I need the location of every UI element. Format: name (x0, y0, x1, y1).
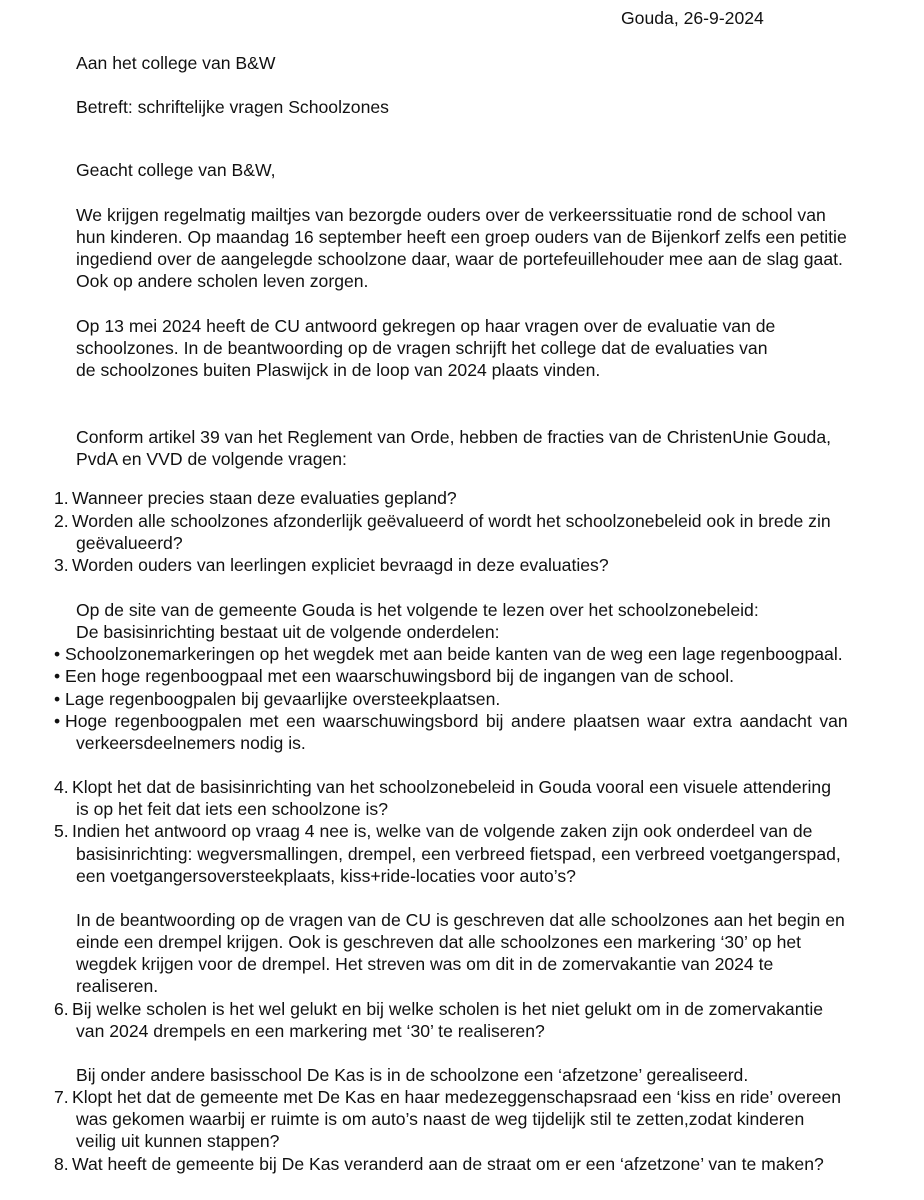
subject-line: Betreft: schriftelijke vragen Schoolzones (76, 97, 389, 117)
question-text: Bij welke scholen is het wel gelukt en bij welke scholen is het niet gelukt om in de zomervakantie (72, 999, 824, 1019)
bullet-symbol: • (54, 666, 61, 686)
question-number: 1. (54, 488, 69, 508)
question-text: Klopt het dat de basisinrichting van het schoolzonebeleid in Gouda vooral een visuele attendering (72, 777, 831, 797)
text-line: hun kinderen. Op maandag 16 september heeft een groep ouders van de Bijenkorf zelfs een petitie (76, 227, 847, 247)
question-text: Wanneer precies staan deze evaluaties gepland? (72, 488, 457, 508)
question-text: was gekomen waarbij er ruimte is om auto’s naast de weg tijdelijk stil te zetten,zodat kinderen (76, 1109, 805, 1129)
question-text: geëvalueerd? (76, 533, 183, 553)
question-number: 5. (54, 821, 69, 841)
text-line: schoolzones. In de beantwoording op de vragen schrijft het college dat de evaluaties van (76, 338, 768, 358)
text-line: wegdek krijgen voor de drempel. Het streven was om dit in de zomervakantie van 2024 te (76, 954, 774, 974)
question-number: 4. (54, 777, 69, 797)
text-line: Op de site van de gemeente Gouda is het volgende te lezen over het schoolzonebeleid: (76, 600, 759, 620)
bullet-text: Hoge regenboogpalen met een waarschuwingsbord bij andere plaatsen waar extra aandacht van (65, 711, 848, 731)
addressee: Aan het college van B&W (76, 53, 276, 73)
bullet-symbol: • (54, 689, 61, 709)
bullet-symbol: • (54, 711, 61, 731)
question-text: Worden ouders van leerlingen expliciet bevraagd in deze evaluaties? (72, 555, 609, 575)
text-line: Ook op andere scholen leven zorgen. (76, 271, 369, 291)
question-text: basisinrichting: wegversmallingen, drempel, een verbreed fietspad, een verbreed voetgangerspad, (76, 844, 841, 864)
bullet-text: Lage regenboogpalen bij gevaarlijke oversteekplaatsen. (65, 689, 501, 709)
bullet-text: verkeersdeelnemers nodig is. (76, 733, 306, 753)
text-line: einde een drempel krijgen. Ook is geschreven dat alle schoolzones een markering ‘30’ op het (76, 932, 802, 952)
question-text: veilig uit kunnen stappen? (76, 1131, 280, 1151)
text-line: In de beantwoording op de vragen van de CU is geschreven dat alle schoolzones aan het begin en (76, 910, 845, 930)
text-line: PvdA en VVD de volgende vragen: (76, 449, 347, 469)
question-text: Indien het antwoord op vraag 4 nee is, welke van de volgende zaken zijn ook onderdeel van de (72, 821, 813, 841)
question-number: 3. (54, 555, 69, 575)
question-text: is op het feit dat iets een schoolzone is? (76, 799, 388, 819)
text-line: Conform artikel 39 van het Reglement van Orde, hebben de fracties van de ChristenUnie Gouda, (76, 427, 832, 447)
text-line: De basisinrichting bestaat uit de volgende onderdelen: (76, 622, 500, 642)
text-line: ingediend over de aangelegde schoolzone daar, waar de portefeuillehouder mee aan de slag gaat. (76, 249, 843, 269)
text-line: realiseren. (76, 976, 159, 996)
question-text: Klopt het dat de gemeente met De Kas en haar medezeggenschapsraad een ‘kiss en ride’ overeen (72, 1087, 842, 1107)
bullet-text: Schoolzonemarkeringen op het wegdek met aan beide kanten van de weg een lage regenboogpaal. (65, 644, 843, 664)
question-number: 8. (54, 1154, 69, 1174)
question-number: 7. (54, 1087, 69, 1107)
bullet-text: Een hoge regenboogpaal met een waarschuwingsbord bij de ingangen van de school. (65, 666, 735, 686)
place-date: Gouda, 26-9-2024 (621, 8, 764, 28)
question-text: Worden alle schoolzones afzonderlijk geëvalueerd of wordt het schoolzonebeleid ook in brede zin (72, 511, 831, 531)
text-line: We krijgen regelmatig mailtjes van bezorgde ouders over de verkeerssituatie rond de school van (76, 205, 826, 225)
text-line: Op 13 mei 2024 heeft de CU antwoord gekregen op haar vragen over de evaluatie van de (76, 316, 776, 336)
question-number: 2. (54, 511, 69, 531)
question-text: een voetgangersoversteekplaats, kiss+ride-locaties voor auto’s? (76, 866, 576, 886)
salutation: Geacht college van B&W, (76, 160, 276, 180)
text-line: de schoolzones buiten Plaswijck in de loop van 2024 plaats vinden. (76, 360, 601, 380)
question-text: Wat heeft de gemeente bij De Kas veranderd aan de straat om er een ‘afzetzone’ van te maken? (72, 1154, 824, 1174)
question-text: van 2024 drempels en een markering met ‘30’ te realiseren? (76, 1021, 545, 1041)
paragraph-afzetzone: Bij onder andere basisschool De Kas is in de schoolzone een ‘afzetzone’ gerealiseerd. (76, 1065, 749, 1085)
bullet-symbol: • (54, 644, 61, 664)
question-number: 6. (54, 999, 69, 1019)
